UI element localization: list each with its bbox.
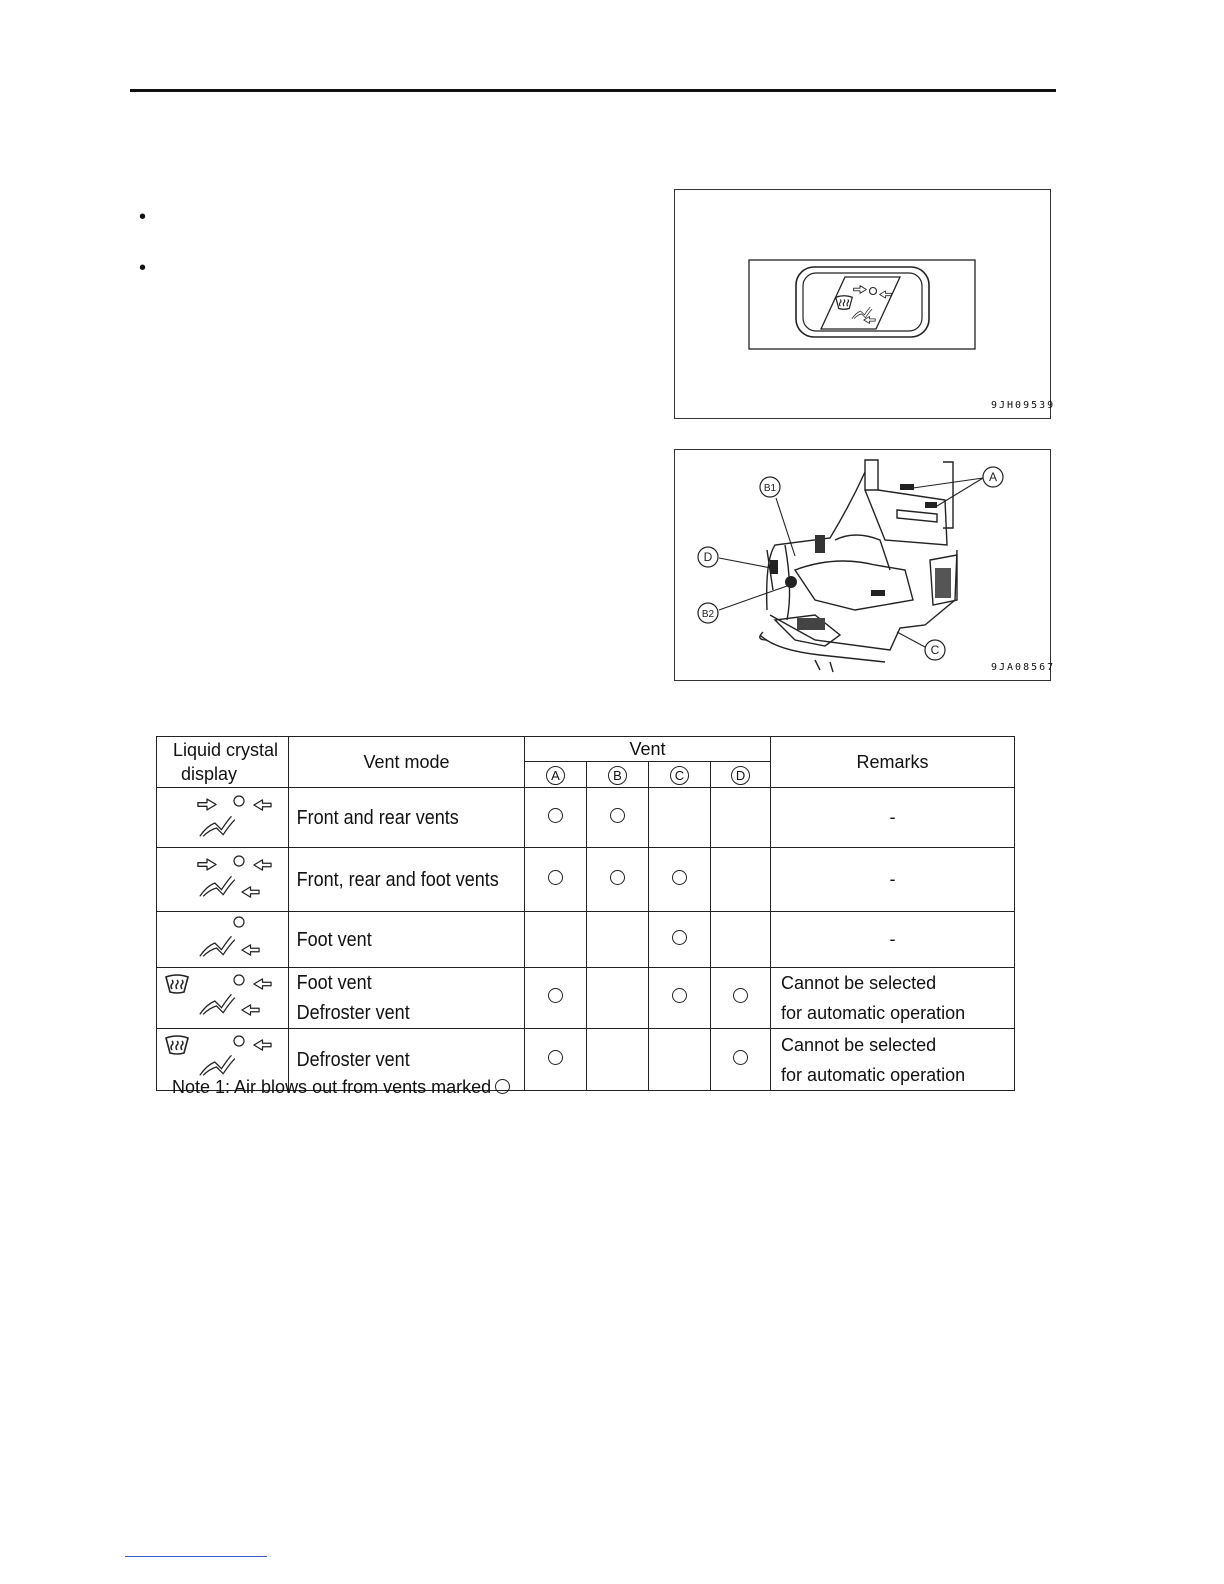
mark-d xyxy=(711,968,771,1029)
header-rule xyxy=(130,89,1056,92)
callout-b1: B1 xyxy=(763,483,777,494)
mark-c xyxy=(649,968,711,1029)
mark-a xyxy=(525,968,587,1029)
figure-code: 9JA08567 xyxy=(991,662,1056,673)
callout-c: C xyxy=(930,643,940,657)
callout-b2: B2 xyxy=(701,609,715,620)
mark-d xyxy=(711,788,771,848)
table-row xyxy=(157,848,1015,912)
vent-switch-figure xyxy=(674,189,1056,419)
mark-b xyxy=(587,788,649,848)
remarks-cell: Cannot be selected for automatic operation xyxy=(771,968,1015,1029)
foot-vent-icon xyxy=(157,912,289,968)
vent-mode-cell: Front, rear and foot vents xyxy=(289,848,501,912)
mark-a xyxy=(525,1029,587,1091)
vent-col-b: B xyxy=(587,762,649,788)
vent-mode-table xyxy=(156,736,1015,1091)
mark-a xyxy=(525,912,587,968)
mark-c xyxy=(649,912,711,968)
remarks-cell: - xyxy=(771,848,1015,912)
header-display: Liquid crystal display xyxy=(157,737,289,788)
vent-mode-cell: Foot vent Defroster vent xyxy=(289,968,501,1029)
table-row xyxy=(157,788,1015,848)
callout-d: D xyxy=(703,550,713,564)
callout-a: A xyxy=(988,470,998,484)
mark-b xyxy=(587,968,649,1029)
bullet-1: • xyxy=(139,206,147,228)
footer-rule xyxy=(125,1556,267,1557)
bullet-2: • xyxy=(139,257,147,279)
mark-d xyxy=(711,848,771,912)
vent-col-a: A xyxy=(525,762,587,788)
mark-a xyxy=(525,788,587,848)
front-rear-foot-vent-icon xyxy=(157,848,289,912)
mark-d xyxy=(711,1029,771,1091)
mark-c xyxy=(649,848,711,912)
vent-mode-cell: Foot vent xyxy=(289,912,501,968)
mark-d xyxy=(711,912,771,968)
remarks-cell: - xyxy=(771,912,1015,968)
mark-b xyxy=(587,848,649,912)
figure-code: 9JH09539 xyxy=(991,400,1056,411)
header-vent: Vent xyxy=(525,737,771,762)
cab-vent-figure xyxy=(674,449,1056,681)
mark-a xyxy=(525,848,587,912)
foot-defroster-vent-icon xyxy=(157,968,289,1029)
mark-b xyxy=(587,912,649,968)
header-remarks: Remarks xyxy=(771,737,1015,788)
cab-vent-illustration xyxy=(675,450,1050,680)
table-note: Note 1: Air blows out from vents marked xyxy=(172,1077,510,1098)
table-row xyxy=(157,912,1015,968)
mark-b xyxy=(587,1029,649,1091)
front-rear-vent-icon xyxy=(157,788,289,848)
mark-c xyxy=(649,788,711,848)
vent-col-d: D xyxy=(711,762,771,788)
mark-c xyxy=(649,1029,711,1091)
vent-mode-cell: Defroster vent xyxy=(289,1029,501,1091)
vent-switch-illustration xyxy=(675,190,1050,418)
vent-mode-cell: Front and rear vents xyxy=(289,788,501,848)
header-vent-mode: Vent mode xyxy=(289,737,525,788)
vent-col-c: C xyxy=(649,762,711,788)
remarks-cell: Cannot be selected for automatic operation xyxy=(771,1029,1015,1091)
marked-circle-icon xyxy=(495,1079,510,1094)
remarks-cell: - xyxy=(771,788,1015,848)
table-row xyxy=(157,968,1015,1029)
